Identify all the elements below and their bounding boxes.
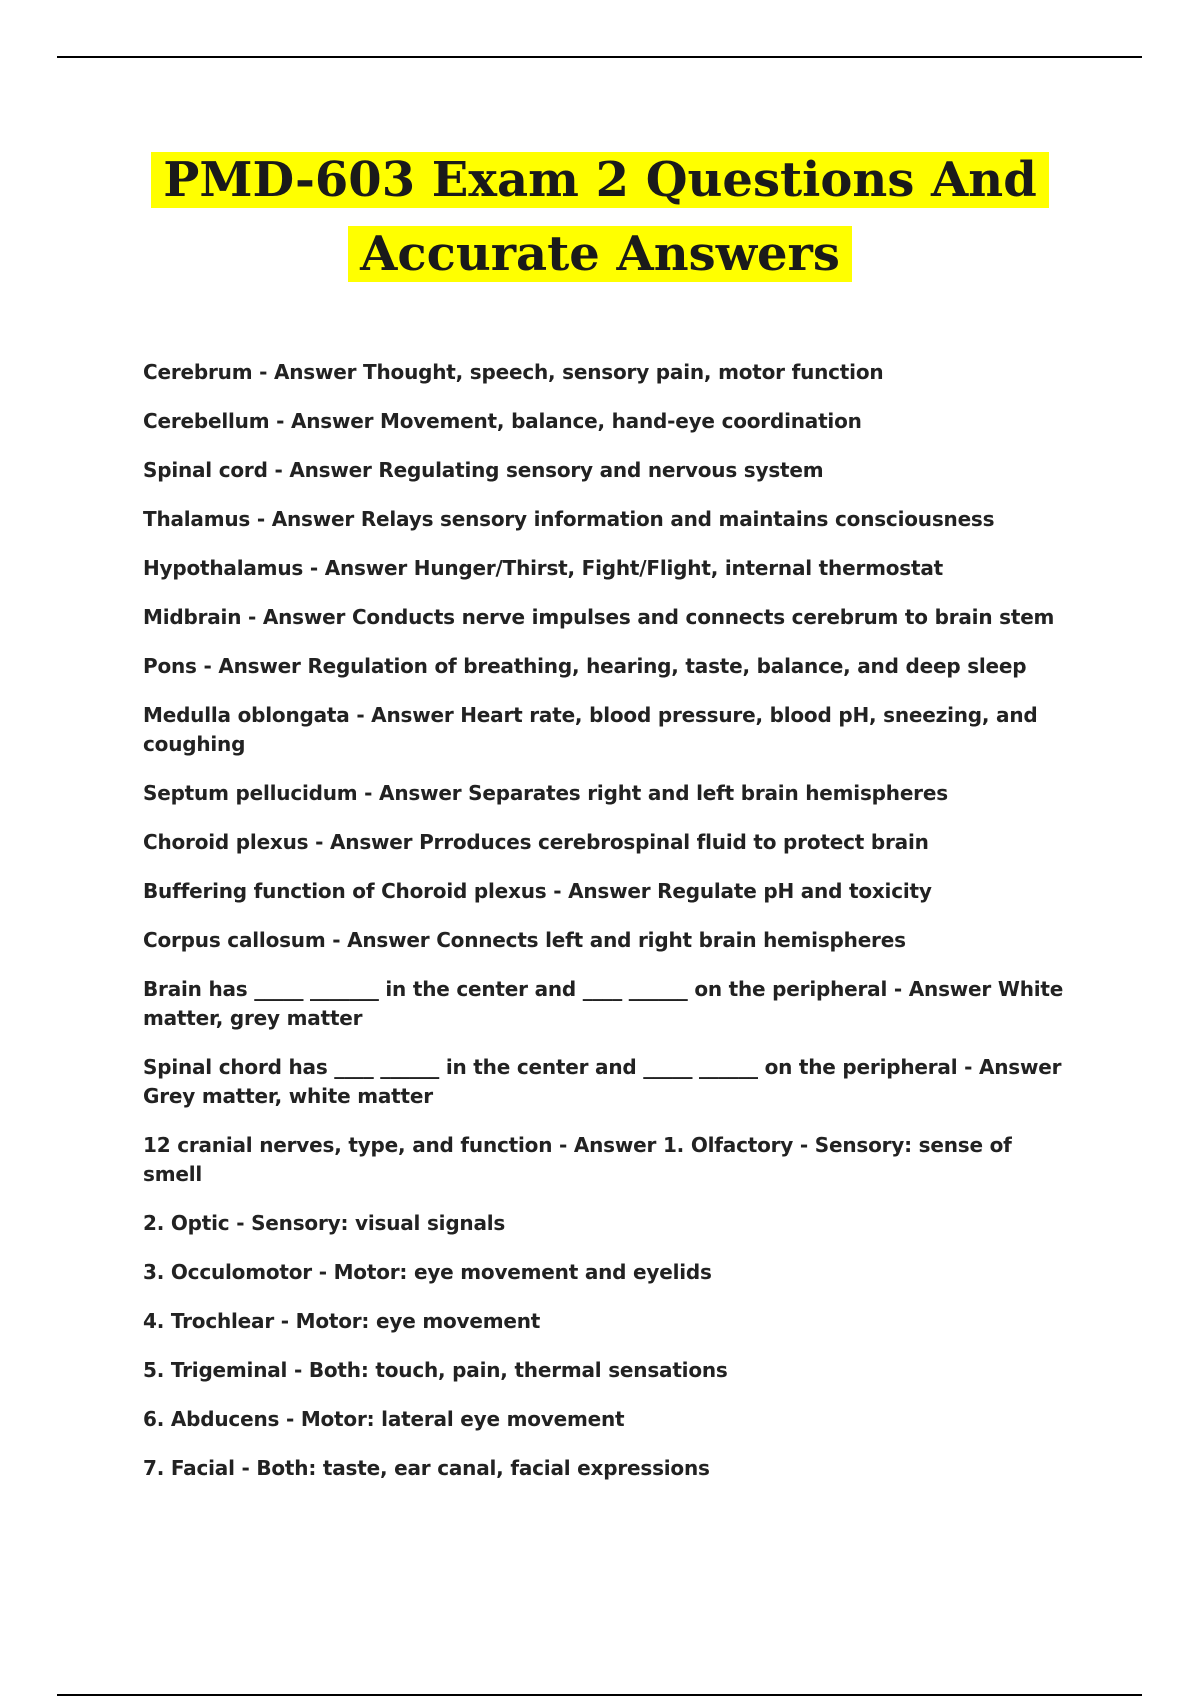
qa-item-septum-pellucidum: Septum pellucidum - Answer Separates right and left brain hemispheres [143, 781, 948, 805]
qa-item-facial: 7. Facial - Both: taste, ear canal, facial expressions [143, 1456, 710, 1480]
qa-item-occulomotor: 3. Occulomotor - Motor: eye movement and eyelids [143, 1260, 712, 1284]
page-title [0, 143, 1200, 291]
qa-item-optic: 2. Optic - Sensory: visual signals [143, 1211, 506, 1235]
qa-item-corpus-callosum: Corpus callosum - Answer Connects left and right brain hemispheres [143, 928, 906, 952]
qa-item-cerebellum: Cerebellum - Answer Movement, balance, hand-eye coordination [143, 409, 862, 433]
qa-item-choroid-plexus: Choroid plexus - Answer Prroduces cerebrospinal fluid to protect brain [143, 830, 929, 854]
qa-item-brain-matter: Brain has _____ _______ in the center and ____ ______ on the peripheral - Answer White matter, grey matter [143, 977, 1064, 1030]
qa-item-abducens: 6. Abducens - Motor: lateral eye movement [143, 1407, 625, 1431]
qa-item-spinal-cord: Spinal cord - Answer Regulating sensory and nervous system [143, 458, 824, 482]
qa-item-hypothalamus: Hypothalamus - Answer Hunger/Thirst, Fight/Flight, internal thermostat [143, 556, 944, 580]
title-line-2: Accurate Answers [348, 226, 852, 282]
qa-item-buffering-function: Buffering function of Choroid plexus - Answer Regulate pH and toxicity [143, 879, 932, 903]
qa-item-trochlear: 4. Trochlear - Motor: eye movement [143, 1309, 541, 1333]
qa-item-pons: Pons - Answer Regulation of breathing, hearing, taste, balance, and deep sleep [143, 654, 1027, 678]
qa-item-trigeminal: 5. Trigeminal - Both: touch, pain, thermal sensations [143, 1358, 728, 1382]
bottom-divider [57, 1694, 1142, 1696]
qa-list [143, 358, 1073, 1503]
qa-item-spinal-chord-matter: Spinal chord has ____ ______ in the center and _____ ______ on the peripheral - Answer Grey matter, white matter [143, 1055, 1062, 1108]
qa-item-thalamus: Thalamus - Answer Relays sensory information and maintains consciousness [143, 507, 995, 531]
title-line-1: PMD-603 Exam 2 Questions And [151, 152, 1049, 208]
qa-item-cerebrum: Cerebrum - Answer Thought, speech, sensory pain, motor function [143, 360, 884, 384]
top-divider [57, 56, 1142, 58]
qa-item-midbrain: Midbrain - Answer Conducts nerve impulses and connects cerebrum to brain stem [143, 605, 1055, 629]
qa-item-cranial-nerves: 12 cranial nerves, type, and function - Answer 1. Olfactory - Sensory: sense of smell [143, 1133, 1012, 1186]
qa-item-medulla-oblongata: Medulla oblongata - Answer Heart rate, blood pressure, blood pH, sneezing, and coughing [143, 703, 1038, 756]
